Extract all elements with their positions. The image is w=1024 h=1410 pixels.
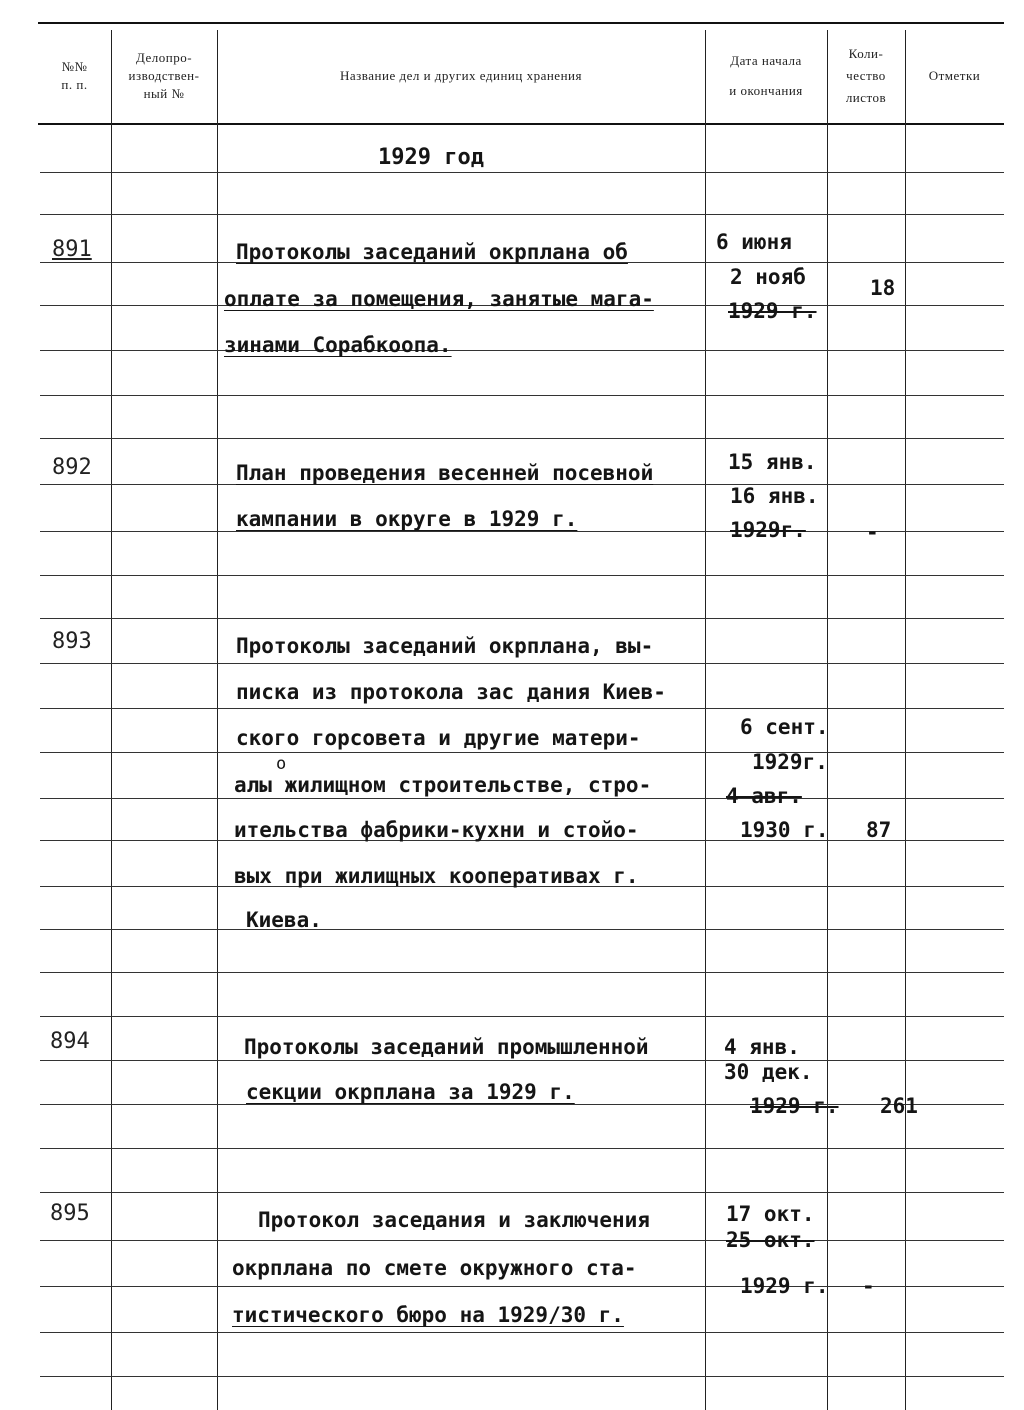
ruled-line [40, 214, 1004, 215]
record-number: 893 [52, 629, 92, 654]
record-date-line: 4 янв. [724, 1035, 800, 1059]
col-header-sheet-count: Коли- чество листов [845, 46, 887, 105]
ruled-line [40, 708, 1004, 709]
record-number: 891 [52, 237, 92, 262]
ruled-line [40, 929, 1004, 930]
record-title-line: Протокол заседания и заключения [258, 1208, 650, 1232]
ruled-line [40, 1192, 1004, 1193]
record-sheet-count: - [862, 1274, 875, 1298]
ruled-line [40, 752, 1004, 753]
record-title-line: Киева. [246, 908, 322, 932]
record-date-line: 1929г. [752, 750, 828, 774]
record-title-line: секции окрплана за 1929 г. [246, 1080, 575, 1104]
column-rule [217, 30, 218, 1410]
col-header-office-number: Делопро- изводствен- ный № [128, 50, 200, 101]
record-title-line: писка из протокола зас дания Киев- [236, 680, 666, 704]
col-header-title: Название дел и других единиц хранения [340, 68, 582, 83]
ruled-line [40, 395, 1004, 396]
ruled-line [40, 531, 1004, 532]
ruled-line [40, 172, 1004, 173]
column-rule [705, 30, 706, 1410]
record-title-line: кампании в округе в 1929 г. [236, 507, 578, 531]
record-number: 892 [52, 455, 92, 480]
record-title-insert: о [276, 754, 287, 774]
record-title-line: зинами Сорабкоопа. [224, 333, 452, 357]
ruled-line [40, 663, 1004, 664]
record-title-line: Протоколы заседаний промышленной [244, 1035, 649, 1059]
record-date-line: 30 дек. [724, 1060, 813, 1084]
ruled-line [40, 1332, 1004, 1333]
col-header-notes: Отметки [928, 68, 981, 83]
record-date-line: 4 авг. [726, 784, 802, 808]
record-title-line: оплате за помещения, занятые мага- [224, 287, 654, 311]
record-date-line: 15 янв. [728, 450, 817, 474]
ruled-line [40, 438, 1004, 439]
record-date-line: 2 нояб [730, 265, 806, 289]
record-title-line: вых при жилищных кооперативах г. [234, 864, 639, 888]
record-date-line: 1930 г. [740, 818, 829, 842]
record-date-line: 6 сент. [740, 715, 829, 739]
record-title-line: окрплана по смете окружного ста- [232, 1256, 637, 1280]
record-title-line: ского горсовета и другие матери- [236, 726, 641, 750]
record-number: 894 [50, 1029, 90, 1054]
col-header-number: №№ п. п. [61, 59, 88, 92]
ruled-line [40, 1240, 1004, 1241]
col-header-dates: Дата начала и окончания [729, 53, 803, 98]
ruled-line [40, 972, 1004, 973]
record-sheet-count: - [866, 520, 879, 544]
ruled-line [40, 350, 1004, 351]
record-date-line: 1929 г. [740, 1274, 829, 1298]
ruled-line [40, 798, 1004, 799]
ruled-line [40, 1148, 1004, 1149]
ruled-line [40, 575, 1004, 576]
ruled-line [40, 1376, 1004, 1377]
record-date-line: 25 окт. [726, 1228, 815, 1252]
record-date-line: 17 окт. [726, 1202, 815, 1226]
record-title-line: тистического бюро на 1929/30 г. [232, 1303, 624, 1327]
record-number: 895 [50, 1201, 90, 1226]
record-date-line: 1929 г. [728, 299, 817, 323]
record-title-line: План проведения весенней посевной [236, 461, 654, 485]
record-sheet-count: 18 [870, 276, 896, 300]
ruled-line [40, 618, 1004, 619]
column-rule [905, 30, 906, 1410]
column-rule [111, 30, 112, 1410]
header-top-rule [38, 22, 1004, 24]
record-date-line: 1929г. [730, 518, 806, 542]
record-sheet-count: 261 [880, 1094, 918, 1118]
record-date-line: 6 июня [716, 230, 792, 254]
year-heading: 1929 год [378, 145, 484, 170]
record-title-line: алы жилищном строительстве, стро- [234, 773, 652, 797]
record-title-line: Протоколы заседаний окрплана об [236, 240, 628, 264]
record-sheet-count: 87 [866, 818, 892, 842]
ruled-line [40, 1104, 1004, 1105]
record-date-line: 1929 г. [750, 1094, 839, 1118]
ruled-line [40, 1016, 1004, 1017]
ruled-line [40, 1060, 1004, 1061]
ruled-line [40, 1286, 1004, 1287]
record-title-line: Протоколы заседаний окрплана, вы- [236, 634, 654, 658]
record-title-line: ительства фабрики-кухни и стойо- [234, 818, 639, 842]
record-date-line: 16 янв. [730, 484, 819, 508]
